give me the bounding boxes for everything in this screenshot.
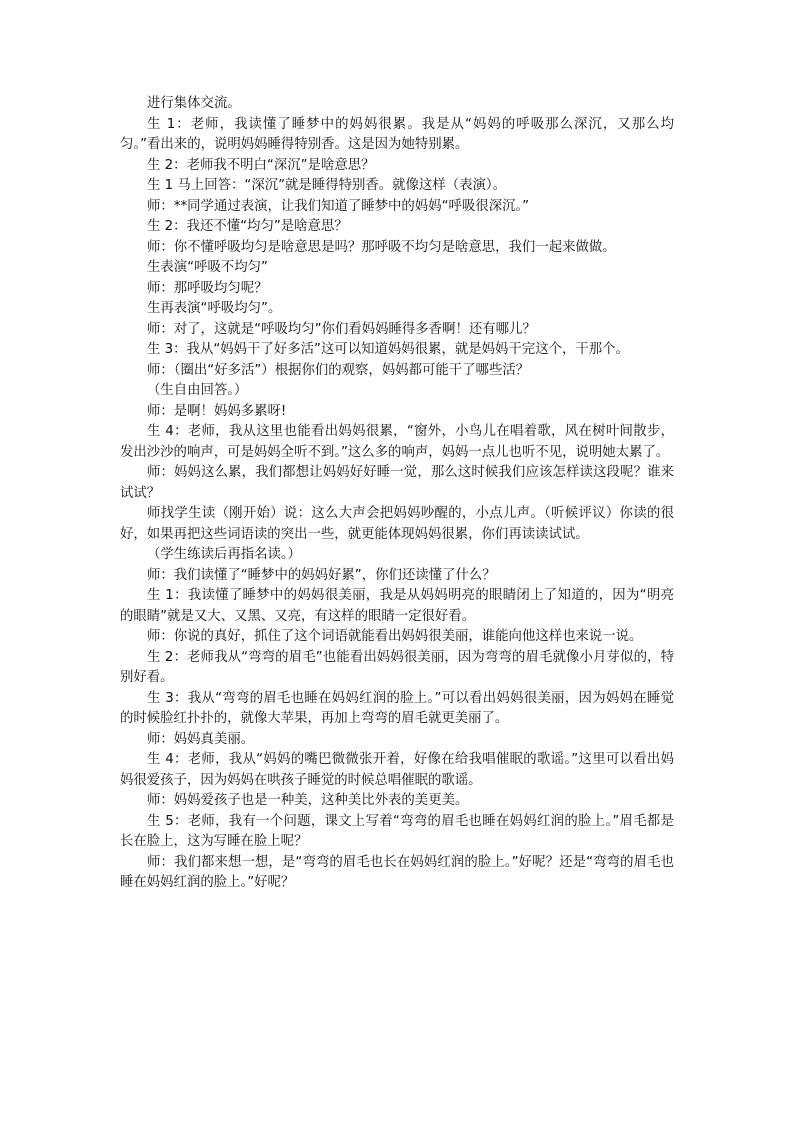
paragraph: 师：妈妈真美丽。 [147,731,255,747]
paragraph: 师：对了，这就是“呼吸均匀”你们看妈妈睡得多香啊！还有哪儿？ [147,321,536,337]
paragraph: 生再表演“呼吸均匀”。 [147,301,282,316]
paragraph: 生 3：我从“弯弯的眉毛也睡在妈妈红润的脸上。”可以看出妈妈很美丽，因为妈妈在睡觉的时候脸红扑扑的，就像大苹果，再加上弯弯的眉毛就更美丽了。 [120,690,674,726]
paragraph: 师：我们都来想一想，是“弯弯的眉毛也长在妈妈红润的脸上。”好呢？还是“弯弯的眉毛也睡在妈妈红润的脸上。”好呢？ [120,854,674,890]
paragraph: 师：妈妈爱孩子也是一种美，这种美比外表的美更美。 [147,793,469,808]
paragraph: 进行集体交流。 [147,96,241,111]
paragraph: 师：妈妈这么累，我们都想让妈妈好好睡一觉，那么这时候我们应该怎样读这段呢？谁来试试？ [120,465,674,501]
paragraph: 生 2：老师我从“弯弯的眉毛”也能看出妈妈很美丽，因为弯弯的眉毛就像小月芽似的，特别好看。 [120,649,674,685]
paragraph: 师：我们读懂了“睡梦中的妈妈好累”，你们还读懂了什么？ [147,567,496,583]
paragraph: 生 1：我读懂了睡梦中的妈妈很美丽，我是从妈妈明亮的眼睛闭上了知道的，因为“明亮的眼睛”就是又大、又黑、又亮，有这样的眼睛一定很好看。 [120,588,674,624]
paragraph: 生 2：老师我不明白“深沉”是啥意思？ [147,157,375,173]
paragraph: 生 2：我还不懂“均匀”是啥意思？ [147,219,348,234]
paragraph: 师：你不懂呼吸均匀是啥意思是吗？那呼吸不均匀是啥意思，我们一起来做做。 [147,239,616,255]
paragraph: 师：是啊！妈妈多累呀! [147,403,287,419]
paragraph: 师：**同学通过表演，让我们知道了睡梦中的妈妈“呼吸很深沉。” [147,198,530,214]
paragraph: （生自由回答。） [147,383,248,398]
paragraph: 师：你说的真好，抓住了这个词语就能看出妈妈很美丽，谁能向他这样也来说一说。 [147,629,643,644]
paragraph: 生 4：老师，我从这里也能看出妈妈很累，“窗外，小鸟儿在唱着歌，风在树叶间散步，发出沙沙的响声，可是妈妈全听不到。”这么多的响声，妈妈一点儿也听不见，说明她太累了。 [120,424,674,460]
paragraph: 生 4：老师，我从“妈妈的嘴巴微微张开着，好像在给我唱催眠的歌谣。”这里可以看出妈妈很爱孩子，因为妈妈在哄孩子睡觉的时候总唱催眠的歌谣。 [120,752,674,788]
paragraph: （学生练读后再指名读。） [147,547,301,562]
paragraph: 师：那呼吸均匀呢？ [147,280,268,296]
paragraph: 生 1：老师，我读懂了睡梦中的妈妈很累。我是从“妈妈的呼吸那么深沉，又那么均匀。”看出来的，说明妈妈睡得特别香。这是因为她特别累。 [120,116,674,152]
paragraph: 生 5：老师，我有一个问题，课文上写着“弯弯的眉毛也睡在妈妈红润的脸上。”眉毛都是长在脸上，这为写睡在脸上呢？ [120,813,674,849]
document-page [120,94,674,894]
paragraph: 师找学生读（刚开始）说：这么大声会把妈妈吵醒的，小点儿声。（听候评议）你读的很好，如果再把这些词语读的突出一些，就更能体现妈妈很累，你们再读读试试。 [120,506,674,542]
paragraph: 生表演“呼吸不均匀” [147,260,268,275]
paragraph: 师：（圈出“好多活”）根据你们的观察，妈妈都可能干了哪些活？ [147,362,530,378]
paragraph: 生 1 马上回答：“深沉”就是睡得特别香。就像这样（表演）。 [147,178,506,193]
paragraph: 生 3：我从“妈妈干了好多活”这可以知道妈妈很累，就是妈妈干完这个，干那个。 [147,342,629,357]
